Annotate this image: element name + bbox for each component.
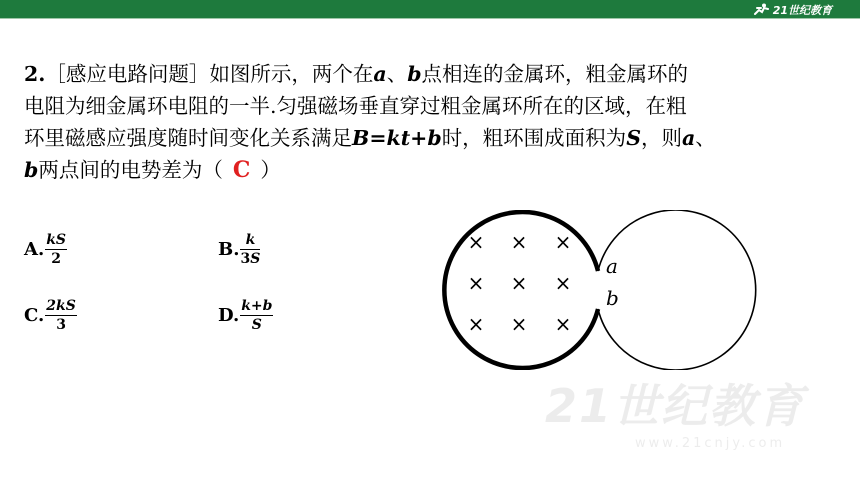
separator: 、 — [386, 62, 408, 86]
question-tag: ［感应电路问题］ — [45, 62, 210, 86]
question-text: 如图所示，两个在 — [209, 62, 374, 86]
question-text: ，则 — [641, 126, 682, 150]
option-label: C. — [24, 305, 45, 327]
option-label: B. — [218, 239, 240, 261]
field-mark: × — [554, 271, 572, 295]
field-mark: × — [510, 312, 528, 336]
field-mark: × — [467, 312, 485, 336]
top-bar-line — [0, 18, 860, 19]
option-fraction — [45, 232, 67, 267]
question-text: 时，粗环围成面积为 — [441, 126, 627, 150]
var-a: a — [373, 62, 387, 86]
option-label: A. — [24, 239, 45, 261]
field-mark: × — [510, 271, 528, 295]
denominator-number: 3 — [240, 251, 251, 268]
option-b[interactable] — [218, 232, 260, 267]
question-line-2 — [24, 90, 844, 122]
fraction-numerator: k — [245, 232, 256, 248]
question-line-3 — [24, 122, 844, 154]
question-text: ） — [260, 158, 281, 182]
fraction-denominator: 3 — [56, 317, 66, 334]
option-fraction — [240, 232, 260, 267]
question-text: 环里磁感应强度随时间变化关系满足 — [24, 126, 352, 150]
field-mark: × — [554, 230, 572, 254]
field-mark: × — [467, 230, 485, 254]
fraction-numerator: 2kS — [46, 298, 76, 314]
top-bar — [0, 0, 860, 18]
question-line-4 — [24, 154, 844, 186]
ring-diagram — [430, 210, 760, 370]
runner-icon — [752, 3, 770, 16]
magnetic-field — [468, 230, 572, 336]
brand-logo — [752, 2, 832, 17]
thin-ring — [598, 210, 756, 370]
watermark-url: www.21cnjy.com — [635, 436, 786, 451]
option-a[interactable] — [24, 232, 67, 267]
question-line-1 — [24, 58, 844, 90]
var-b: b — [24, 158, 39, 182]
answer-mark: C — [232, 157, 251, 183]
option-c[interactable] — [24, 298, 77, 333]
watermark — [545, 370, 805, 451]
option-d[interactable] — [218, 298, 273, 333]
option-fraction — [45, 298, 77, 333]
var-b: b — [407, 62, 422, 86]
fraction-bar — [45, 249, 67, 250]
question-stem — [24, 58, 844, 186]
watermark-text: 21世纪教育 — [545, 379, 806, 433]
field-mark: × — [554, 312, 572, 336]
fraction-bar — [240, 249, 260, 250]
field-mark: × — [467, 271, 485, 295]
point-b-label: b — [606, 286, 619, 310]
formula: B=kt+b — [352, 126, 442, 150]
brand-text: 21世纪教育 — [772, 3, 832, 17]
fraction-denominator — [240, 251, 260, 267]
option-fraction — [240, 298, 273, 333]
var-S: S — [626, 126, 641, 150]
denominator-variable: S — [250, 251, 261, 268]
question-text: 点相连的金属环，粗金属环的 — [421, 62, 689, 86]
field-mark: × — [510, 230, 528, 254]
option-label: D. — [218, 305, 240, 327]
fraction-bar — [45, 315, 77, 316]
separator: 、 — [695, 126, 716, 150]
point-a-label: a — [606, 254, 618, 278]
question-text: 电阻为细金属环电阻的一半.匀强磁场垂直穿过粗金属环所在的区域，在粗 — [24, 94, 687, 118]
var-a: a — [682, 126, 696, 150]
question-text: 两点间的电势差为（ — [38, 158, 223, 182]
fraction-denominator: S — [251, 317, 262, 334]
fraction-numerator: kS — [46, 232, 67, 248]
fraction-numerator: k+b — [241, 298, 273, 314]
fraction-bar — [240, 315, 273, 316]
fraction-denominator: 2 — [51, 251, 62, 268]
question-number: 2. — [24, 62, 46, 86]
